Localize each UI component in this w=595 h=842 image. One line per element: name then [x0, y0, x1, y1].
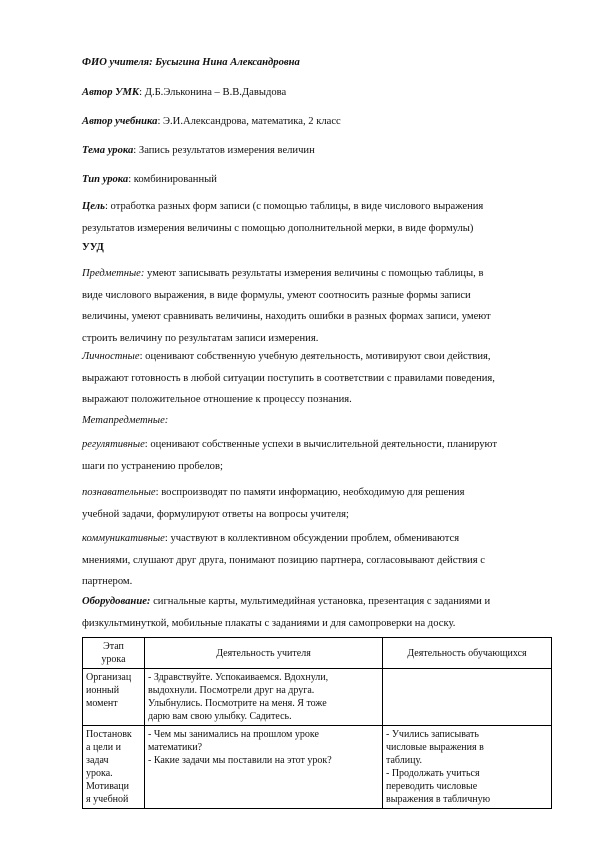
- stage-cell: Организац ионный момент: [83, 669, 145, 726]
- umk-value: : Д.Б.Эльконина – В.В.Давыдова: [139, 87, 287, 98]
- header-stage: Этап урока: [83, 638, 145, 669]
- meta-label: Метапредметные:: [82, 415, 169, 426]
- cognitive-label: познавательные: [82, 487, 156, 498]
- goal-line-1: : отработка разных форм записи (с помощью таблицы, в виде числового выражения: [104, 201, 484, 212]
- table-row: [83, 726, 552, 809]
- teacher-activity-cell: - Чем мы занимались на прошлом уроке математики? - Какие задачи мы поставили на этот урок?: [145, 726, 383, 809]
- lesson-topic: [82, 144, 315, 158]
- header-student-activity: Деятельность обучающихся: [383, 638, 552, 669]
- subject-results: Предметные: умеют записывать результаты измерения величины с помощью таблицы, в виде числового выражения, в виде формулы, умеют соотносить разные формы записи величины, умеют сравнивать величины, находить ошибки в разных формах записи, умеют строить величину по результатам записи измерения.: [82, 268, 491, 344]
- table-row: [83, 669, 552, 726]
- type-value: : комбинированный: [128, 174, 217, 185]
- lesson-table: [82, 637, 552, 809]
- communicative-results: коммуникативные: участвуют в коллективном обсуждении проблем, обмениваются мнениями, слушают друг друга, понимают позицию партнера, согласовывают действия с партнером.: [82, 533, 485, 587]
- uud-heading: УУД: [82, 242, 104, 253]
- personal-label: Личностные: [82, 351, 140, 362]
- communicative-label: коммуникативные: [82, 533, 165, 544]
- stage-cell: Постановк а цели и задач урока. Мотиваци я учебной: [83, 726, 145, 809]
- teacher-activity-cell: - Здравствуйте. Успокаиваемся. Вдохнули, выдохнули. Посмотрели друг на друга. Улыбнулись. Посмотрите на меня. Я тоже дарю вам свою улыбку. Садитесь.: [145, 669, 383, 726]
- lesson-type: [82, 173, 217, 187]
- regulative-results: регулятивные: оценивают собственные успехи в вычислительной деятельности, планируют шаги по устранению пробелов;: [82, 439, 497, 472]
- cognitive-results: познавательные: воспроизводят по памяти информацию, необходимую для решения учебной задачи, формулируют ответы на вопросы учителя;: [82, 487, 465, 520]
- goal-label: Цель: [82, 201, 105, 212]
- textbook-value: : Э.И.Александрова, математика, 2 класс: [157, 116, 341, 127]
- student-activity-cell: [383, 669, 552, 726]
- equipment-label: Оборудование:: [82, 596, 151, 607]
- student-activity-cell: - Учились записывать числовые выражения в таблицу. - Продолжать учиться переводить числовые выражения в табличную: [383, 726, 552, 809]
- umk-author: [82, 86, 286, 100]
- umk-label: Автор УМК: [82, 87, 140, 98]
- textbook-author: [82, 115, 341, 129]
- personal-results: Личностные: оценивают собственную учебную деятельность, мотивируют свои действия, выражают готовность в любой ситуации поступить в соответствии с правилами поведения, выражают положительное отношение к процессу познания.: [82, 351, 495, 405]
- header-teacher-activity: Деятельность учителя: [145, 638, 383, 669]
- goal-line-2: результатов измерения величины с помощью дополнительной мерки, в виде формулы): [82, 222, 474, 234]
- lesson-goal: [82, 196, 552, 239]
- topic-label: Тема урока: [82, 145, 134, 156]
- topic-value: : Запись результатов измерения величин: [133, 145, 315, 156]
- regulative-label: регулятивные: [82, 439, 145, 450]
- table-header-row: [83, 638, 552, 669]
- subject-label: Предметные:: [82, 268, 145, 279]
- type-label: Тип урока: [82, 174, 129, 185]
- teacher-name: ФИО учителя: Бусыгина Нина Александровна: [82, 57, 300, 68]
- equipment: Оборудование: сигнальные карты, мультимедийная установка, презентация с заданиями и физкультминуткой, мобильные плакаты с заданиями и для самопроверки на доску.: [82, 596, 491, 629]
- textbook-label: Автор учебника: [82, 116, 158, 127]
